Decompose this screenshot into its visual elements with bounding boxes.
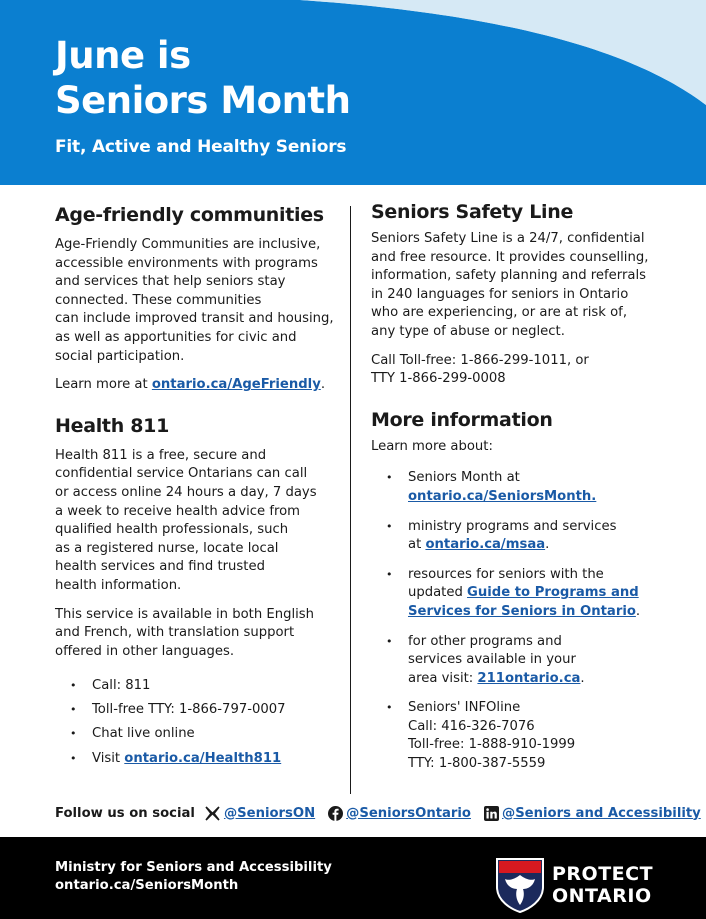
item-suffix: .: [580, 670, 585, 686]
bullet-icon: •: [386, 701, 393, 715]
age-friendly-learn-more: [55, 376, 337, 395]
more-info-heading: More information: [371, 408, 553, 431]
age-friendly-line: connected. These communities: [55, 292, 262, 308]
safety-line-text: information, safety planning and referrals: [371, 268, 647, 284]
social-lead: Follow us on social: [55, 805, 195, 821]
social-bar: [55, 805, 706, 821]
shield-icon: [495, 855, 545, 913]
facebook-social-link[interactable]: [327, 805, 471, 821]
x-handle[interactable]: @SeniorsON: [223, 805, 316, 821]
left-column: [55, 200, 337, 774]
facebook-icon: [327, 805, 343, 821]
title-line-1: June is: [55, 34, 191, 77]
bullet-icon: •: [70, 703, 77, 717]
safety-line-text: in 240 languages for seniors in Ontario: [371, 286, 629, 302]
age-friendly-line: as well as apportunities for civic and: [55, 329, 297, 345]
health811-link[interactable]: ontario.ca/Health811: [124, 750, 282, 766]
x-social-link[interactable]: [205, 805, 315, 821]
ministry-name: Ministry for Seniors and Accessibility: [55, 860, 332, 875]
more-info-intro: Learn more about:: [371, 438, 493, 454]
health811-languages: [55, 606, 337, 662]
linkedin-icon: [483, 805, 499, 821]
page-subtitle: Fit, Active and Healthy Seniors: [55, 137, 347, 157]
infoline-title: Seniors' INFOline: [408, 700, 521, 716]
age-friendly-heading: Age-friendly communities: [55, 204, 324, 226]
msaa-link[interactable]: ontario.ca/msaa: [425, 537, 546, 553]
safety-line-body: [371, 230, 671, 342]
guide-link-continued[interactable]: Services for Seniors in Ontario: [408, 603, 636, 619]
age-friendly-link[interactable]: ontario.ca/AgeFriendly: [151, 377, 321, 393]
211ontario-link[interactable]: 211ontario.ca: [477, 670, 581, 686]
protect-ontario-logo: [495, 855, 655, 913]
list-item: [55, 725, 337, 744]
health811-line: qualified health professionals, such: [55, 522, 289, 538]
bullet-text: Call: 811: [92, 678, 151, 694]
age-friendly-line: can include improved transit and housing,: [55, 311, 334, 327]
logo-line-1: PROTECT: [552, 863, 654, 885]
column-divider: [350, 206, 351, 794]
list-item: [55, 677, 337, 696]
health811-line: confidential service Ontarians can call: [55, 466, 308, 482]
health811-heading: Health 811: [55, 414, 170, 437]
safety-line-text: who are experiencing, or are at risk of,: [371, 305, 628, 321]
health811-line: or access online 24 hours a day, 7 days: [55, 484, 317, 500]
item-text: services available in your: [408, 652, 576, 668]
safety-line-text: Seniors Safety Line is a 24/7, confidential: [371, 231, 645, 246]
footer: [0, 837, 706, 919]
bullet-icon: •: [70, 751, 77, 765]
safety-line-text: and free resource. It provides counselling,: [371, 249, 649, 265]
safety-line-phone: [371, 352, 671, 389]
list-item: [55, 701, 337, 720]
infoline-tollfree: Toll-free: 1-888-910-1999: [408, 737, 576, 753]
footer-url: ontario.ca/SeniorsMonth: [55, 878, 239, 893]
bullet-text: Toll-free TTY: 1-866-797-0007: [92, 702, 286, 718]
item-suffix: .: [635, 603, 641, 619]
age-friendly-body: [55, 236, 337, 366]
health811-lang-line: offered in other languages.: [55, 643, 235, 659]
seniors-month-link[interactable]: ontario.ca/SeniorsMonth.: [408, 488, 597, 504]
age-friendly-line: social participation.: [55, 348, 185, 364]
item-prefix: at: [408, 537, 426, 553]
health811-line: health information.: [55, 577, 182, 593]
bullet-icon: •: [386, 567, 393, 581]
health811-lang-line: and French, with translation support: [55, 625, 295, 641]
learn-more-suffix: .: [320, 377, 326, 393]
bullet-icon: •: [70, 679, 77, 693]
list-item: [55, 750, 337, 769]
title-line-2: Seniors Month: [55, 79, 351, 122]
more-info-list: [371, 469, 671, 773]
item-text: resources for seniors with the: [408, 566, 604, 582]
bullet-text: Chat live online: [92, 726, 195, 742]
linkedin-social-link[interactable]: [483, 805, 701, 821]
safety-tty: TTY 1-866-299-0008: [371, 371, 506, 387]
bullet-icon: •: [386, 634, 393, 648]
health811-line: health services and find trusted: [55, 559, 265, 575]
health811-line: a week to receive health advice from: [55, 503, 301, 519]
list-item: [371, 566, 671, 622]
item-text: Seniors Month at: [408, 470, 520, 486]
item-text: for other programs and: [408, 633, 562, 649]
item-suffix: .: [545, 537, 550, 553]
logo-line-2: ONTARIO: [552, 885, 652, 907]
health811-line: as a registered nurse, locate local: [55, 540, 279, 556]
header-banner: [0, 0, 706, 185]
age-friendly-line: Age-Friendly Communities are inclusive,: [55, 237, 321, 252]
bullet-icon: •: [386, 471, 393, 485]
learn-more-prefix: Learn more at: [55, 377, 152, 393]
visit-prefix: Visit: [92, 750, 125, 766]
item-prefix: updated: [408, 585, 468, 601]
right-column: [371, 197, 671, 774]
health811-lang-line: This service is available in both English: [55, 606, 315, 622]
list-item: [371, 518, 671, 555]
list-item: [371, 469, 671, 506]
list-item: [371, 699, 671, 773]
facebook-handle[interactable]: @SeniorsOntario: [346, 805, 471, 821]
item-prefix: area visit:: [408, 670, 478, 686]
x-icon: [205, 805, 221, 821]
age-friendly-line: accessible environments with programs: [55, 255, 318, 271]
logo-wordmark: [552, 863, 653, 907]
health811-body: [55, 447, 337, 596]
guide-link[interactable]: Guide to Programs and: [467, 585, 639, 601]
infoline-tty: TTY: 1-800-387-5559: [408, 756, 546, 772]
health811-line: Health 811 is a free, secure and: [55, 447, 267, 463]
list-item: [371, 633, 671, 689]
safety-call: Call Toll-free: 1-866-299-1011, or: [371, 352, 589, 368]
linkedin-handle[interactable]: @Seniors and Accessibility: [502, 805, 701, 821]
safety-line-text: any type of abuse or neglect.: [371, 323, 565, 339]
age-friendly-line: and services that help seniors stay: [55, 274, 286, 290]
safety-line-heading: Seniors Safety Line: [371, 201, 574, 223]
infoline-call: Call: 416-326-7076: [408, 718, 535, 734]
bullet-icon: •: [386, 519, 393, 533]
bullet-icon: •: [70, 727, 77, 741]
health811-bullet-list: [55, 677, 337, 768]
footer-ministry: [55, 859, 332, 895]
page-title: [55, 33, 350, 123]
item-text: ministry programs and services: [408, 518, 617, 534]
